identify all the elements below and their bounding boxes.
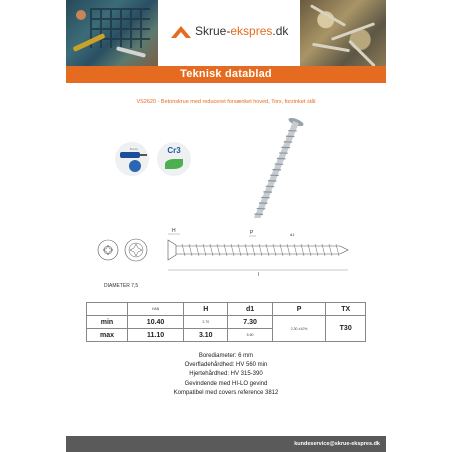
spec-line: Borediameter: 6 mm — [198, 353, 254, 359]
label-d1: d1 — [290, 232, 295, 237]
head-top-view — [98, 240, 118, 260]
screw-side-drawing — [168, 234, 348, 270]
logo-text: Skrue-ekspres.dk — [195, 24, 289, 38]
tools-photo — [66, 0, 158, 66]
dimensions-table — [86, 302, 366, 342]
footer-email[interactable]: kundeservice@skrue-ekspres.dk — [66, 436, 386, 452]
spec-line: Gevindende med HI-LO gevind — [184, 380, 268, 387]
spec-line: Overfladehårdhed: HV 560 min — [184, 362, 268, 369]
table-row: min 10.40 2.70 7.30 2,30 ±10% T30 — [87, 316, 366, 329]
spec-list — [66, 352, 386, 398]
product-subtitle: VS2620 - Betonskrue med reduceret forsænket hoved, Torx, forzinket stål — [136, 99, 316, 105]
diameter-caption: DIAMETER 7,5 — [104, 283, 139, 289]
technical-drawing — [94, 228, 374, 284]
header — [66, 0, 386, 66]
logo[interactable] — [158, 0, 300, 66]
screw-photo — [66, 118, 386, 218]
table-header-row: HAB H d1 P TX — [87, 303, 366, 316]
drill-size-badge: 6 mm — [115, 142, 149, 176]
spec-line: Kompatibel med covers reference 3812 — [173, 389, 279, 396]
label-h: H — [172, 228, 176, 234]
cr3-label: Cr3 — [167, 146, 181, 155]
logo-icon — [170, 24, 192, 40]
label-l: l — [258, 272, 260, 278]
page-title: Teknisk datablad — [66, 66, 386, 83]
screws-photo — [300, 0, 386, 66]
label-p: P — [250, 230, 254, 236]
spec-line: Hjertehårdhed: HV 315-390 — [189, 371, 263, 378]
head-side-view — [125, 239, 147, 261]
table-row: max 11.10 3.10 5.60 — [87, 329, 366, 342]
datasheet-page — [66, 0, 386, 452]
